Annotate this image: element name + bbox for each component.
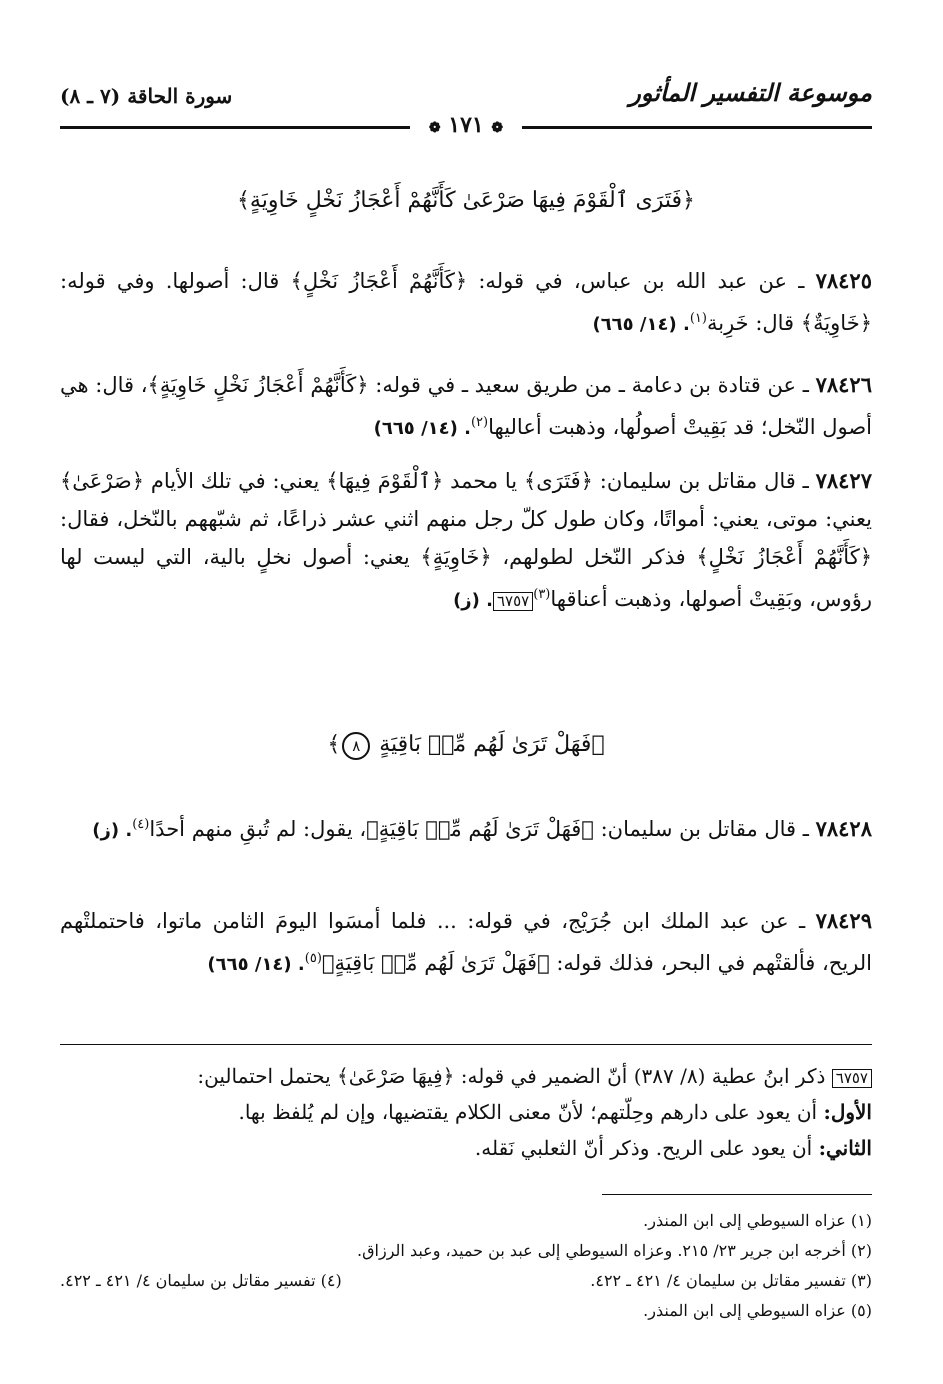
page-header: [60, 78, 872, 138]
footnote-marker: (١): [689, 311, 707, 326]
commentary-text: أن يعود على دارهم وحِلّتهم؛ لأنّ معنى الكلام يقتضيها، وإن لم يُلفظ بها.: [238, 1100, 818, 1124]
footnote: (١) عزاه السيوطي إلى ابن المنذر.: [643, 1211, 872, 1230]
narration-number: ٧٨٤٢٨: [815, 816, 872, 841]
footnote: (٣) تفسير مقاتل بن سليمان ٤/ ٤٢١ ـ ٤٢٢.: [590, 1271, 872, 1290]
commentary-divider: [60, 1044, 872, 1045]
footnote-divider: [602, 1194, 872, 1195]
ayah-number: ٨: [342, 732, 370, 760]
source-reference: . (ز): [92, 820, 133, 841]
commentary-intro: ذكر ابنُ عطية (٨/ ٣٨٧) أنّ الضمير في قوله: ﴿فِيهَا صَرْعَىٰ﴾ يحتمل احتمالين:: [197, 1064, 826, 1088]
surah-label: سورة الحاقة (٧ ـ ٨): [60, 84, 233, 108]
narration-number: ٧٨٤٢٩: [815, 908, 872, 933]
commentary-label: الأول:: [823, 1100, 872, 1124]
page-number-wrap: [60, 112, 872, 138]
source-reference: . (١٤/ ٦٦٥): [373, 418, 471, 439]
footnote-marker: (٤): [132, 817, 150, 832]
footnote-marker: (٥): [304, 951, 322, 966]
narration-text: ـ عن عبد الملك ابن جُرَيْج، في قوله: ... فلما أمسَوا اليومَ الثامن ماتوا، فاحتملتْهم الريح، فألقتْهم في البحر، فذلك قوله: ﴿فَهَلْ تَرَىٰ لَهُم مِّنۢ بَاقِيَةٍ﴾: [60, 909, 872, 975]
narration-entry: [60, 262, 872, 344]
commentary-box-ref: ٦٧٥٧: [832, 1069, 872, 1088]
narration-text: ـ قال مقاتل بن سليمان: ﴿فَتَرَى﴾ يا محمد ﴿ٱلْقَوْمَ فِيهَا﴾ يعني: في تلك الأيام ﴿صَرْعَىٰ﴾ يعني: موتى، يعني: أمواتًا، وكان طول كلّ رجل منهم اثني عشر ذراعًا، ثم شبّههم بالنّخل، فقال: ﴿كَأَنَّهُمْ أَعْجَازُ نَخْلٍ﴾ فذكر النّخل لطولهم، ﴿خَاوِيَةٍ﴾ يعني: أصول نخلٍ بالية، التي ليست لها رؤوس، وبَقِيتْ أصولها، وذهبت أعناقها: [60, 469, 872, 611]
page: [60, 0, 872, 1384]
source-reference: . (١٤/ ٦٦٥): [592, 314, 690, 335]
source-reference: . (١٤/ ٦٦٥): [207, 954, 305, 975]
narration-entry: [60, 806, 872, 850]
footnote: (٤) تفسير مقاتل بن سليمان ٤/ ٤٢١ ـ ٤٢٢.: [60, 1271, 342, 1290]
narration-number: ٧٨٤٢٦: [815, 372, 872, 397]
footnote: (٥) عزاه السيوطي إلى ابن المنذر.: [643, 1301, 872, 1320]
commentary-line: [60, 1130, 872, 1166]
page-number: ١٧١: [448, 112, 484, 138]
narration-text: ـ قال مقاتل بن سليمان: ﴿فَهَلْ تَرَىٰ لَهُم مِّنۢ بَاقِيَةٍ﴾، يقول: لم تُبقِ منهم أحدًا: [149, 817, 809, 841]
book-title: موسوعة التفسير المأثور: [629, 78, 872, 107]
header-rule: [60, 112, 872, 140]
footnote-marker: (٢): [470, 415, 489, 430]
footnote: (٢) أخرجه ابن جرير ٢٣/ ٢١٥. وعزاه السيوطي إلى عبد بن حميد، وعبد الرزاق.: [357, 1241, 872, 1260]
narration-entry: [60, 902, 872, 984]
commentary-text: أن يعود على الريح. وذكر أنّ الثعلبي نَقله.: [474, 1136, 813, 1160]
ayah-heading: [60, 732, 872, 760]
ayah-text: ﴿فَهَلْ تَرَىٰ لَهُم مِّنۢ بَاقِيَةٍ: [379, 732, 605, 757]
narration-text: ـ عن عبد الله بن عباس، في قوله: ﴿كَأَنَّهُمْ أَعْجَازُ نَخْلٍ﴾ قال: أصولها. وفي قوله: ﴿خَاوِيَةٌ﴾ قال: خَرِبة: [60, 269, 872, 335]
footnote-marker: (٣): [533, 587, 551, 602]
narration-number: ٧٨٤٢٥: [815, 268, 872, 293]
commentary-line: [60, 1058, 872, 1094]
footnote-row: [60, 1266, 872, 1296]
ornament-icon: ❁: [491, 120, 504, 136]
commentary-line: [60, 1094, 872, 1130]
narration-entry: [60, 462, 872, 620]
ayah-heading: ﴿فَتَرَى ٱلْقَوْمَ فِيهَا صَرْعَىٰ كَأَنَّهُمْ أَعْجَازُ نَخْلٍ خَاوِيَةٍ﴾: [237, 188, 695, 213]
ornament-icon: ❁: [428, 120, 441, 136]
footnotes: [60, 1206, 872, 1326]
source-reference: . (ز): [453, 590, 493, 611]
commentary-box-ref: ٦٧٥٧: [493, 592, 533, 611]
narration-text: ـ عن قتادة بن دعامة ـ من طريق سعيد ـ في قوله: ﴿كَأَنَّهُمْ أَعْجَازُ نَخْلٍ خَاوِيَةٍ﴾، قال: هي أصول النّخل؛ قد بَقِيتْ أصولُها، وذهبت أعاليها: [60, 373, 872, 439]
commentary-label: الثاني:: [818, 1136, 872, 1160]
commentary: [60, 1058, 872, 1166]
ayah-close: ﴾: [327, 732, 341, 757]
narration-number: ٧٨٤٢٧: [815, 468, 872, 493]
narration-entry: [60, 366, 872, 448]
